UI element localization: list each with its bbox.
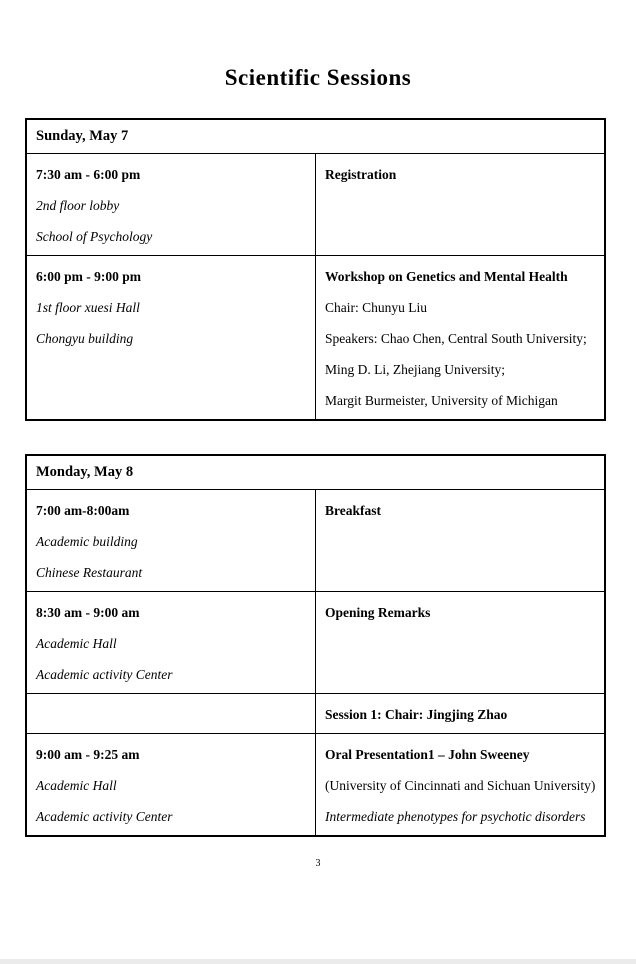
- location-text: Chinese Restaurant: [36, 565, 143, 580]
- day-header-row: [26, 119, 605, 154]
- document-page: [0, 64, 636, 869]
- day-header-sunday: Sunday, May 7: [26, 119, 605, 154]
- time-location-cell: [26, 734, 316, 837]
- event-cell: [316, 256, 606, 421]
- session-header-cell: [316, 694, 606, 734]
- time-text: 9:00 am - 9:25 am: [36, 747, 140, 762]
- day-header-monday: Monday, May 8: [26, 455, 605, 490]
- empty-cell: [26, 694, 316, 734]
- page-number: 3: [315, 858, 321, 869]
- table-row: [26, 734, 605, 837]
- table-row: [26, 490, 605, 592]
- time-location-cell: [26, 256, 316, 421]
- time-text: 7:00 am-8:00am: [36, 503, 130, 518]
- event-cell: [316, 154, 606, 256]
- event-detail: Ming D. Li, Zhejiang University;: [325, 362, 505, 377]
- location-text: Academic activity Center: [36, 667, 173, 682]
- event-subtitle: Intermediate phenotypes for psychotic disorders: [325, 809, 586, 824]
- location-text: Academic building: [36, 534, 138, 549]
- time-text: 7:30 am - 6:00 pm: [36, 167, 141, 182]
- location-text: Academic activity Center: [36, 809, 173, 824]
- event-detail: Speakers: Chao Chen, Central South University;: [325, 331, 587, 346]
- page-bottom-edge: [0, 959, 636, 964]
- event-cell: [316, 490, 606, 592]
- page-title: Scientific Sessions: [224, 65, 412, 90]
- location-text: 2nd floor lobby: [36, 198, 120, 213]
- time-location-cell: [26, 154, 316, 256]
- location-text: Chongyu building: [36, 331, 134, 346]
- event-detail: Margit Burmeister, University of Michigan: [325, 393, 558, 408]
- event-cell: [316, 734, 606, 837]
- table-row-session-header: [26, 694, 605, 734]
- event-detail: (University of Cincinnati and Sichuan University): [325, 778, 596, 793]
- event-detail: Chair: Chunyu Liu: [325, 300, 427, 315]
- event-cell: [316, 592, 606, 694]
- session-title: Session 1: Chair: Jingjing Zhao: [325, 707, 508, 722]
- schedule-table-monday: [25, 454, 606, 837]
- event-title: Breakfast: [325, 503, 381, 518]
- location-text: 1st floor xuesi Hall: [36, 300, 140, 315]
- location-text: School of Psychology: [36, 229, 153, 244]
- location-text: Academic Hall: [36, 636, 117, 651]
- event-title: Opening Remarks: [325, 605, 431, 620]
- time-text: 8:30 am - 9:00 am: [36, 605, 140, 620]
- event-title: Registration: [325, 167, 397, 182]
- event-title: Oral Presentation1 – John Sweeney: [325, 747, 530, 762]
- time-text: 6:00 pm - 9:00 pm: [36, 269, 141, 284]
- table-row: [26, 256, 605, 421]
- location-text: Academic Hall: [36, 778, 117, 793]
- table-row: [26, 154, 605, 256]
- day-header-row: [26, 455, 605, 490]
- schedule-table-sunday: [25, 118, 606, 421]
- event-title: Workshop on Genetics and Mental Health: [325, 269, 568, 284]
- time-location-cell: [26, 592, 316, 694]
- time-location-cell: [26, 490, 316, 592]
- table-row: [26, 592, 605, 694]
